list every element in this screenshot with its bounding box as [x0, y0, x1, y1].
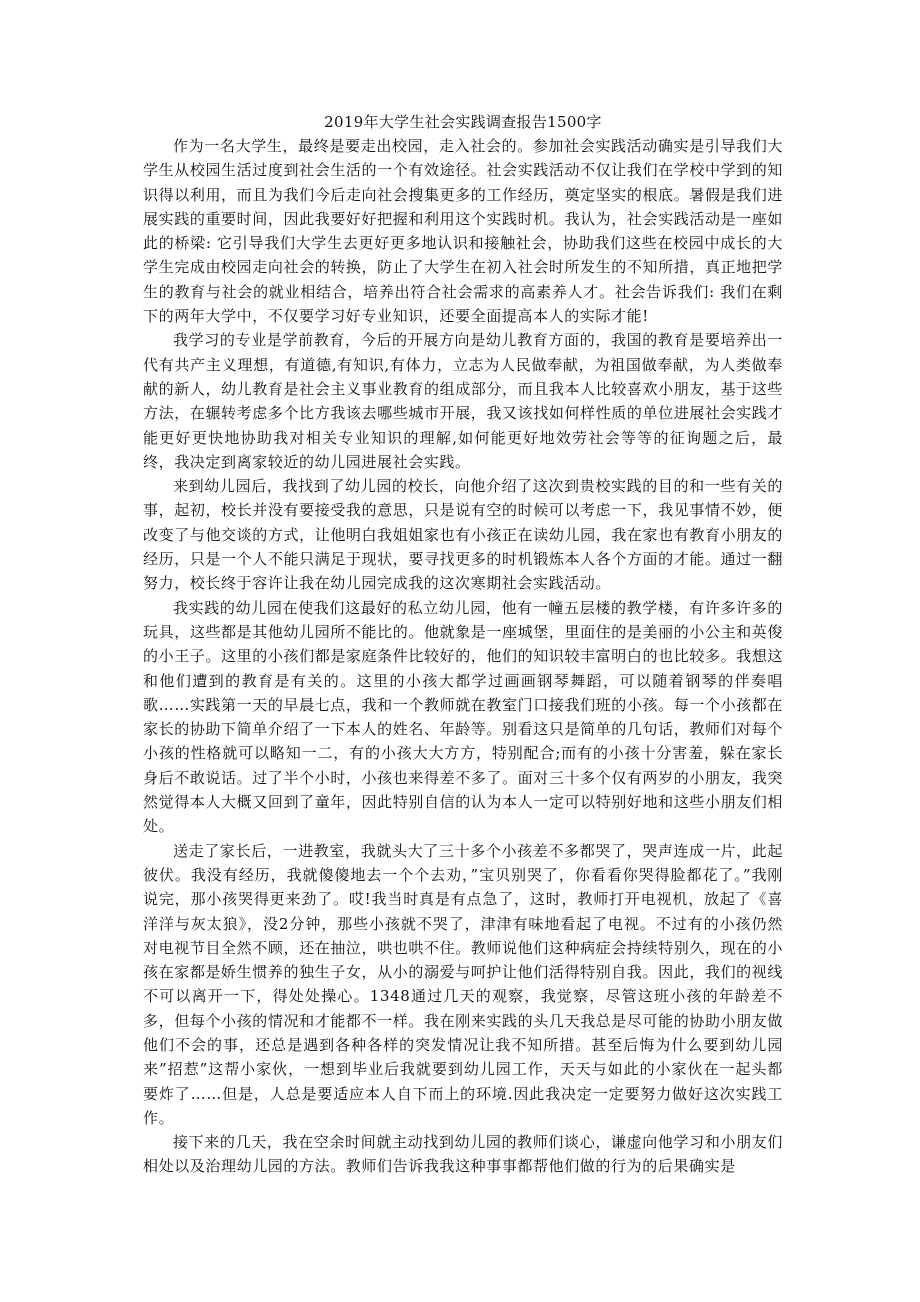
paragraph-6: 接下来的几天，我在空余时间就主动找到幼儿园的教师们谈心，谦虚向他学习和小朋友们相处以及治理幼儿园的方法。教师们告诉我我这种事事都帮他们做的行为的后果确实是	[143, 1133, 783, 1176]
paragraph-1: 作为一名大学生，最终是要走出校园，走入社会的。参加社会实践活动确实是引导我们大学生从校园生活过度到社会生活的一个有效途径。社会实践活动不仅让我们在学校中学到的知识得以利用，而且为我们今后走向社会搜集更多的工作经历，奠定坚实的根底。暑假是我们进展实践的重要时间，因此我要好好把握和利用这个实践时机。我认为，社会实践活动是一座如此的桥梁: 它引导我们大学生去更好更多地认识和接触社会，协助我们这些在校园中成长的大学生完成由校园走向社会的转换，防止了大学生在初入社会时所发生的不知所措，真正地把学生的教育与社会的就业相结合，培养出符合社会需求的高素养人才。社会告诉我们: 我们在剩下的两年大学中，不仅要学习好专业知识，还要全面提高本人的实际才能!	[143, 137, 783, 326]
document-title: 2019年大学生社会实践调查报告1500字	[324, 113, 602, 131]
paragraph-4: 我实践的幼儿园在使我们这最好的私立幼儿园，他有一幢五层楼的教学楼，有许多许多的玩具，这些都是其他幼儿园所不能比的。他就象是一座城堡，里面住的是美丽的小公主和英俊的小王子。这里的小孩们都是家庭条件比较好的，他们的知识较丰富明白的也比较多。我想这和他们遭到的教育是有关的。这里的小孩大都学过画画钢琴舞蹈，可以随着钢琴的伴奏唱歌……实践第一天的早晨七点，我和一个教师就在教室门口接我们班的小孩。每一个小孩都在家长的协助下简单介绍了一下本人的姓名、年龄等。别看这只是简单的几句话，教师们对每个小孩的性格就可以略知一二，有的小孩大大方方，特别配合;而有的小孩十分害羞，躲在家长身后不敢说话。过了半个小时，小孩也来得差不多了。面对三十多个仅有两岁的小朋友，我突然觉得本人大概又回到了童年，因此特别自信的认为本人一定可以特别好地和这些小朋友们相处。	[143, 598, 783, 836]
paragraph-2: 我学习的专业是学前教育，今后的开展方向是幼儿教育方面的，我国的教育是要培养出一代有共产主义理想，有道德,有知识,有体力，立志为人民做奉献，为祖国做奉献，为人类做奉献的新人，幼儿教育是社会主义事业教育的组成部分，而且我本人比较喜欢小朋友，基于这些方法，在辗转考虑多个比方我该去哪些城市开展，我又该找如何样性质的单位进展社会实践才能更好更快地协助我对相关专业知识的理解,如何能更好地效劳社会等等的征询题之后，最终，我决定到离家较近的幼儿园进展社会实践。	[143, 331, 783, 471]
paragraph-3: 来到幼儿园后，我找到了幼儿园的校长，向他介绍了这次到贵校实践的目的和一些有关的事，起初，校长并没有要接受我的意思，只是说有空的时候可以考虑一下，我见事情不妙，便改变了与他交谈的方式，让他明白我姐姐家也有小孩正在读幼儿园，我在家也有教育小朋友的经历，只是一个人不能只满足于现状，要寻找更多的时机锻炼本人各个方面的才能。通过一翻努力，校长终于容许让我在幼儿园完成我的这次寒期社会实践活动。	[143, 477, 783, 593]
paragraph-5: 送走了家长后，一进教室，我就头大了三十多个小孩差不多都哭了，哭声连成一片，此起彼伏。我没有经历，我就傻傻地去一个个去劝，”宝贝别哭了，你看看你哭得脸都花了。”我刚说完，那小孩哭得更来劲了。哎!我当时真是有点急了，这时，教师打开电视机，放起了《喜洋洋与灰太狼》，没2分钟，那些小孩就不哭了，津津有味地看起了电视。不过有的小孩仍然对电视节目全然不顾，还在抽泣，哄也哄不住。教师说他们这种病症会持续特别久，现在的小孩在家都是娇生惯养的独生子女，从小的溺爱与呵护让他们活得特别自我。因此，我们的视线不可以离开一下，得处处操心。1348通过几天的观察，我觉察，尽管这班小孩的年龄差不多，但每个小孩的情况和才能都不一样。我在刚来实践的头几天我总是尽可能的协助小朋友做他们不会的事，还总是遇到各种各样的突发情况让我不知所措。甚至后悔为什么要到幼儿园来”招惹”这帮小家伙，一想到毕业后我就要到幼儿园工作，天天与如此的小家伙在一起头都要炸了……但是，人总是要适应本人自下而上的环境.因此我决定一定要努力做好这次实践工作。	[143, 841, 783, 1127]
document-page	[143, 110, 783, 1179]
